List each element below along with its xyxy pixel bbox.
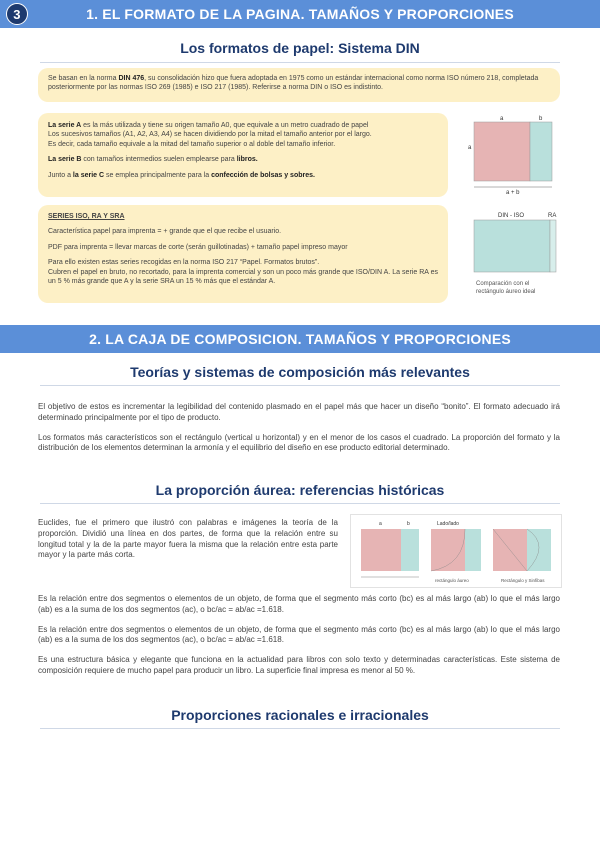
divider <box>40 503 560 504</box>
label-b: b <box>407 521 410 527</box>
section-header-1 <box>0 0 600 28</box>
din-figure <box>468 113 568 195</box>
divider <box>40 385 560 386</box>
subtitle-aurea: La proporción áurea: referencias históricas <box>155 482 445 498</box>
golden-ratio-diagram <box>351 515 561 587</box>
din-rectangle-diagram <box>468 113 568 195</box>
label-din-iso: DIN - ISO <box>498 213 525 219</box>
subtitle-teorias: Teorías y sistemas de composición más relevantes <box>130 364 470 380</box>
label-b: b <box>539 116 543 122</box>
divider <box>40 62 560 63</box>
label-sum: a + b <box>506 190 520 195</box>
golden-ratio-figure <box>350 514 562 588</box>
intro-note: Se basan en la norma DIN 476, su consolidación hizo que fuera adoptada en 1975 como un estándar internacional como norma ISO número 218, completada posteriormente por las normas ISO 269 (1985) e ISO 217 (1985). Referirse a norma DIN o ISO es indistinto. <box>38 68 560 102</box>
euclides-text: Euclides, fue el primero que ilustró con palabras e imágenes la teoría de la proporción. Dividió una línea en dos partes, de forma que la relación entre su longitud total y la de la parte mayor fuera la misma que la relación entre esta parte mayor y la parte más corta. <box>38 518 338 560</box>
section-title-2: 2. LA CAJA DE COMPOSICION. TAMAÑOS Y PROPORCIONES <box>89 331 511 347</box>
section-number-badge: 3 <box>6 3 28 25</box>
label-a: a <box>379 521 382 527</box>
ra-comparison-diagram <box>468 210 568 276</box>
label-a: a <box>500 116 504 122</box>
ra-figure <box>468 210 568 302</box>
aurea-text: Es la relación entre dos segmentos o elementos de un objeto, de forma que el segmento más corto (bc) es al más largo (ab) lo que el más largo (ab) es a la suma de los dos segmentos (ac), o bc/ac = ab/ac =1.618. Es la relación entre dos segmentos o elementos de un objeto, de forma que el segmento más corto (bc) es al más largo (ab) lo que el más largo (ab) es a la suma de los dos segmentos (ac), o bc/ac = ab/ac =1.618. Es una estructura básica y elegante que funciona en la actualidad para libros con solo texto y determinadas características. Este sistema de composición requiere de mucho papel para producir un libro. La superficie final impresa es menor al 50 %. <box>38 594 560 675</box>
section-title-1: 1. EL FORMATO DE LA PAGINA. TAMAÑOS Y PROPORCIONES <box>86 6 514 22</box>
label-side: a <box>468 145 472 151</box>
divider <box>40 728 560 729</box>
series-iso-note: SERIES ISO, RA Y SRA Característica papel para imprenta = + grande que el que recibe el usuario. PDF para imprenta = llevar marcas de corte (serán guillotinadas) + tamaño papel impreso mayor Para ello existen estas series recogidas en la norma ISO 217 “Papel. Formatos brutos”. Cubren el papel en bruto, no recortado, para la imprenta comercial y son un poco más grande que ISO/DIN A. La serie RA es un 5 % más grande que A y la serie SRA un 15 % más que el estándar A. <box>38 205 448 303</box>
ra-caption: Comparación con el rectángulo áureo ideal <box>476 281 536 295</box>
subtitle-proporciones: Proporciones racionales e irracionales <box>171 707 429 723</box>
series-a-note: La serie A es la más utilizada y tiene su origen tamaño A0, que equivale a un metro cuadrado de papel Los sucesivos tamaños (A1, A2, A3, A4) se hacen dividiendo por la mitad el tamaño anterior por el largo. Es decir, cada tamaño equivale a la mitad del tamaño superior o al doble del tamaño inferior. La serie B con tamaños intermedios suelen emplearse para libros. Junto a la serie C se emplea principalmente para la confección de bolsas y sobres. <box>38 113 448 197</box>
subtitle-din: Los formatos de papel: Sistema DIN <box>180 40 420 56</box>
section-header-2 <box>0 325 600 353</box>
teorias-text: El objetivo de estos es incrementar la legibilidad del contenido plasmado en el papel más que hacer un diseño “bonito”. El formato adecuado irá determinado principalmente por el tipo de producto. Los formatos más característicos son el rectángulo (vertical u horizontal) y en el menor de los casos el cuadrado. La proporción del formato y la distribución de los elementos determinan la armonía y el equilibrio del diseño en ese producto editorial determinado. <box>38 402 560 453</box>
label-mid-bottom: rectángulo áureo <box>435 578 469 583</box>
label-mid: Lado/lado <box>437 521 459 527</box>
label-right-bottom: Rectángulo y Sinfibas <box>501 578 545 583</box>
label-ra: RA <box>548 213 557 219</box>
